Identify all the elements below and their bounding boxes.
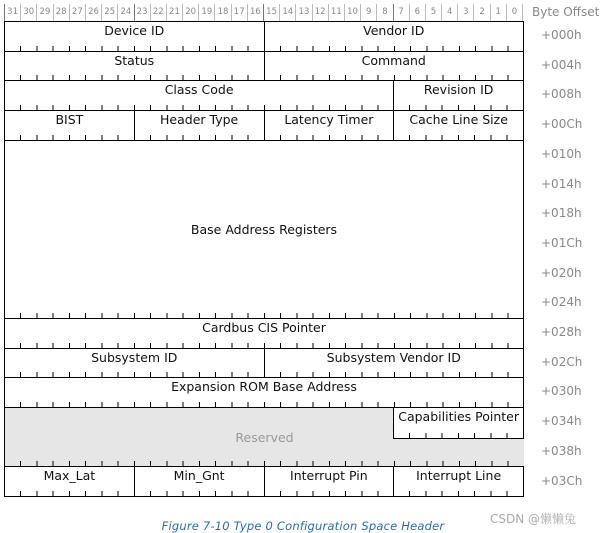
bit-number: 7 [393, 4, 409, 21]
byte-offset-label: +008h [541, 87, 582, 102]
field-cache-line-size: Cache Line Size [393, 110, 524, 141]
field-subsystem-id: Subsystem ID [4, 348, 265, 379]
figure-caption: Figure 7-10 Type 0 Configuration Space Header [161, 519, 445, 533]
bit-number: 31 [4, 4, 20, 21]
bit-number: 12 [312, 4, 328, 21]
bit-number: 19 [198, 4, 214, 21]
bit-number: 9 [360, 4, 376, 21]
byte-offset-label: +034h [541, 414, 582, 429]
byte-offset-label: +014h [541, 176, 582, 191]
bit-number: 24 [117, 4, 133, 21]
bit-number: 3 [457, 4, 473, 21]
byte-offset-label: +02Ch [541, 354, 583, 369]
bit-number: 29 [36, 4, 52, 21]
field-status: Status [4, 51, 265, 82]
bit-number: 8 [376, 4, 392, 21]
field-max-lat: Max_Lat [4, 466, 135, 497]
bit-number: 18 [214, 4, 230, 21]
field-device-id: Device ID [4, 21, 265, 52]
bit-number: 23 [134, 4, 150, 21]
bit-number: 25 [101, 4, 117, 21]
bit-number: 27 [69, 4, 85, 21]
byte-offset-label: +00Ch [541, 117, 583, 132]
bit-number: 13 [295, 4, 311, 21]
field-command: Command [264, 51, 525, 82]
bit-number: 16 [247, 4, 263, 21]
field-reserved: Reserved [4, 407, 524, 467]
bit-number: 2 [473, 4, 489, 21]
byte-offset-label: +038h [541, 443, 582, 458]
byte-offset-label: +018h [541, 206, 582, 221]
bit-number: 5 [425, 4, 441, 21]
bit-number: 28 [53, 4, 69, 21]
field-revision-id: Revision ID [393, 80, 524, 111]
field-base-address-registers: Base Address Registers [4, 140, 524, 319]
bit-number: 4 [441, 4, 457, 21]
field-subsystem-vendor-id: Subsystem Vendor ID [264, 348, 525, 379]
byte-offset-header: Byte Offset [532, 5, 600, 19]
bit-number: 22 [150, 4, 166, 21]
field-capabilities-pointer: Capabilities Pointer [393, 407, 524, 439]
byte-offset-label: +010h [541, 146, 582, 161]
byte-offset-label: +004h [541, 57, 582, 72]
field-vendor-id: Vendor ID [264, 21, 525, 52]
bit-number: 11 [328, 4, 344, 21]
field-header-type: Header Type [134, 110, 265, 141]
bit-number: 26 [85, 4, 101, 21]
field-latency-timer: Latency Timer [264, 110, 395, 141]
bit-number: 14 [279, 4, 295, 21]
byte-offset-label: +024h [541, 295, 582, 310]
bit-number: 20 [182, 4, 198, 21]
byte-offset-label: +030h [541, 384, 582, 399]
bit-number: 17 [231, 4, 247, 21]
bit-number: 15 [263, 4, 279, 21]
bit-number: 6 [409, 4, 425, 21]
byte-offset-label: +020h [541, 265, 582, 280]
bit-number: 30 [20, 4, 36, 21]
field-min-gnt: Min_Gnt [134, 466, 265, 497]
byte-offset-label: +000h [541, 28, 582, 42]
bit-number: 10 [344, 4, 360, 21]
watermark: CSDN @懒懒兔 [490, 512, 577, 526]
bit-number: 21 [166, 4, 182, 21]
bit-number: 1 [490, 4, 506, 21]
byte-offset-label: +03Ch [541, 473, 583, 488]
field-cardbus-cis-pointer: Cardbus CIS Pointer [4, 318, 524, 349]
field-class-code: Class Code [4, 80, 394, 111]
bit-number: 0 [506, 4, 523, 21]
byte-offset-label: +028h [541, 325, 582, 339]
field-interrupt-pin: Interrupt Pin [264, 466, 395, 497]
field-bist: BIST [4, 110, 135, 141]
field-interrupt-line: Interrupt Line [393, 466, 524, 497]
byte-offset-label: +01Ch [541, 235, 583, 250]
config-space-header-table [4, 21, 523, 496]
bit-number-header [4, 4, 523, 21]
field-expansion-rom-base-address: Expansion ROM Base Address [4, 377, 524, 408]
